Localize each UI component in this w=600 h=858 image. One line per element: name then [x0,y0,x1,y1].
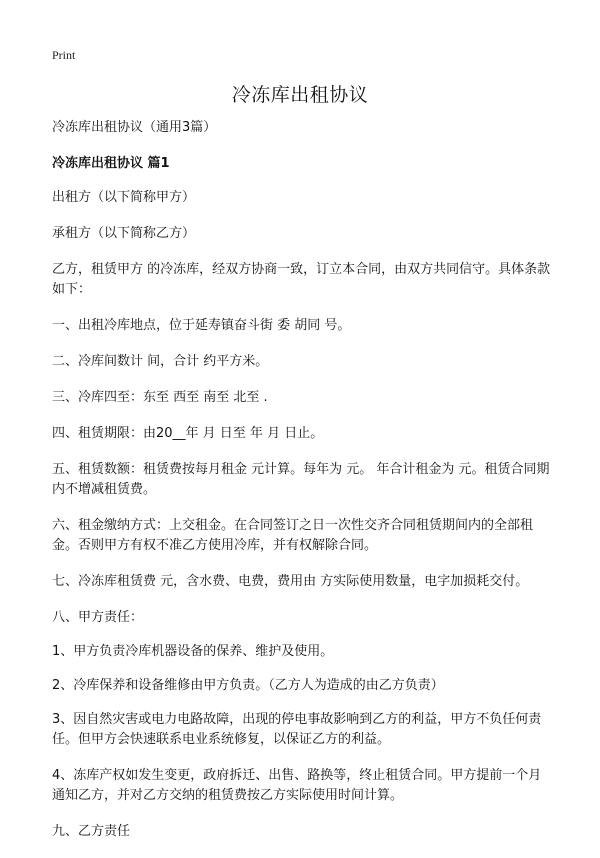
lessor-duty-4: 4、冻库产权如发生变更，政府拆迁、出售、路换等，终止租赁合同。甲方提前一个月通知乙方，并对乙方交纳的租赁费按乙方实际使用时间计算。 [52,768,542,803]
lessor-duty-2: 2、冷库保养和设备维修由甲方负责。（乙方人为造成的由乙方负责） [52,678,444,693]
chapter-heading: 冷冻库出租协议 篇1 [52,156,170,171]
paragraph-lessee: 承租方（以下简称乙方） [52,226,196,241]
paragraph-lessor: 出租方（以下简称甲方） [52,190,196,205]
clause-lease-term: 四、租赁期限：由20__年 月 日至 年 月 日止。 [52,426,324,441]
clause-boundaries: 三、冷库四至：东至 西至 南至 北至 . [52,390,268,405]
lessor-duty-1: 1、甲方负责冷库机器设备的保养、维护及使用。 [52,644,334,659]
clause-payment-method: 六、租金缴纳方式：上交租金。在合同签订之日一次性交齐合同租赁期间内的全部租金。否则甲方有权不准乙方使用冷库，并有权解除合同。 [52,518,534,553]
lessor-duty-3: 3、因自然灾害或电力电路故障，出现的停电事故影响到乙方的利益，甲方不负任何责任。但甲方会快速联系电业系统修复，以保证乙方的利益。 [52,712,542,747]
clause-lessor-duties-heading: 八、甲方责任： [52,610,144,625]
paragraph-intro: 乙方，租赁甲方 的冷冻库，经双方协商一致，订立本合同，由双方共同信守。具体条款如下： [52,262,551,297]
clause-location: 一、出租冷库地点，位于延寿镇奋斗街 委 胡同 号。 [52,318,351,333]
document-body [52,118,552,858]
document-subtitle: 冷冻库出租协议（通用3篇） [52,120,217,135]
clause-lessee-duties-heading: 九、乙方责任 [52,824,131,839]
page-title: 冷冻库出租协议 [231,84,369,106]
clause-utilities: 七、冷冻库租赁费 元，含水费、电费，费用由 方实际使用数量，电字加损耗交付。 [52,574,529,589]
print-label: Print [52,48,76,62]
clause-rent-amount: 五、租赁数额：租赁费按每月租金 元计算。每年为 元。 年合计租金为 元。租赁合同期内不增减租赁费。 [52,462,550,497]
clause-room-count: 二、冷库间数计 间，合计 约平方米。 [52,354,269,369]
